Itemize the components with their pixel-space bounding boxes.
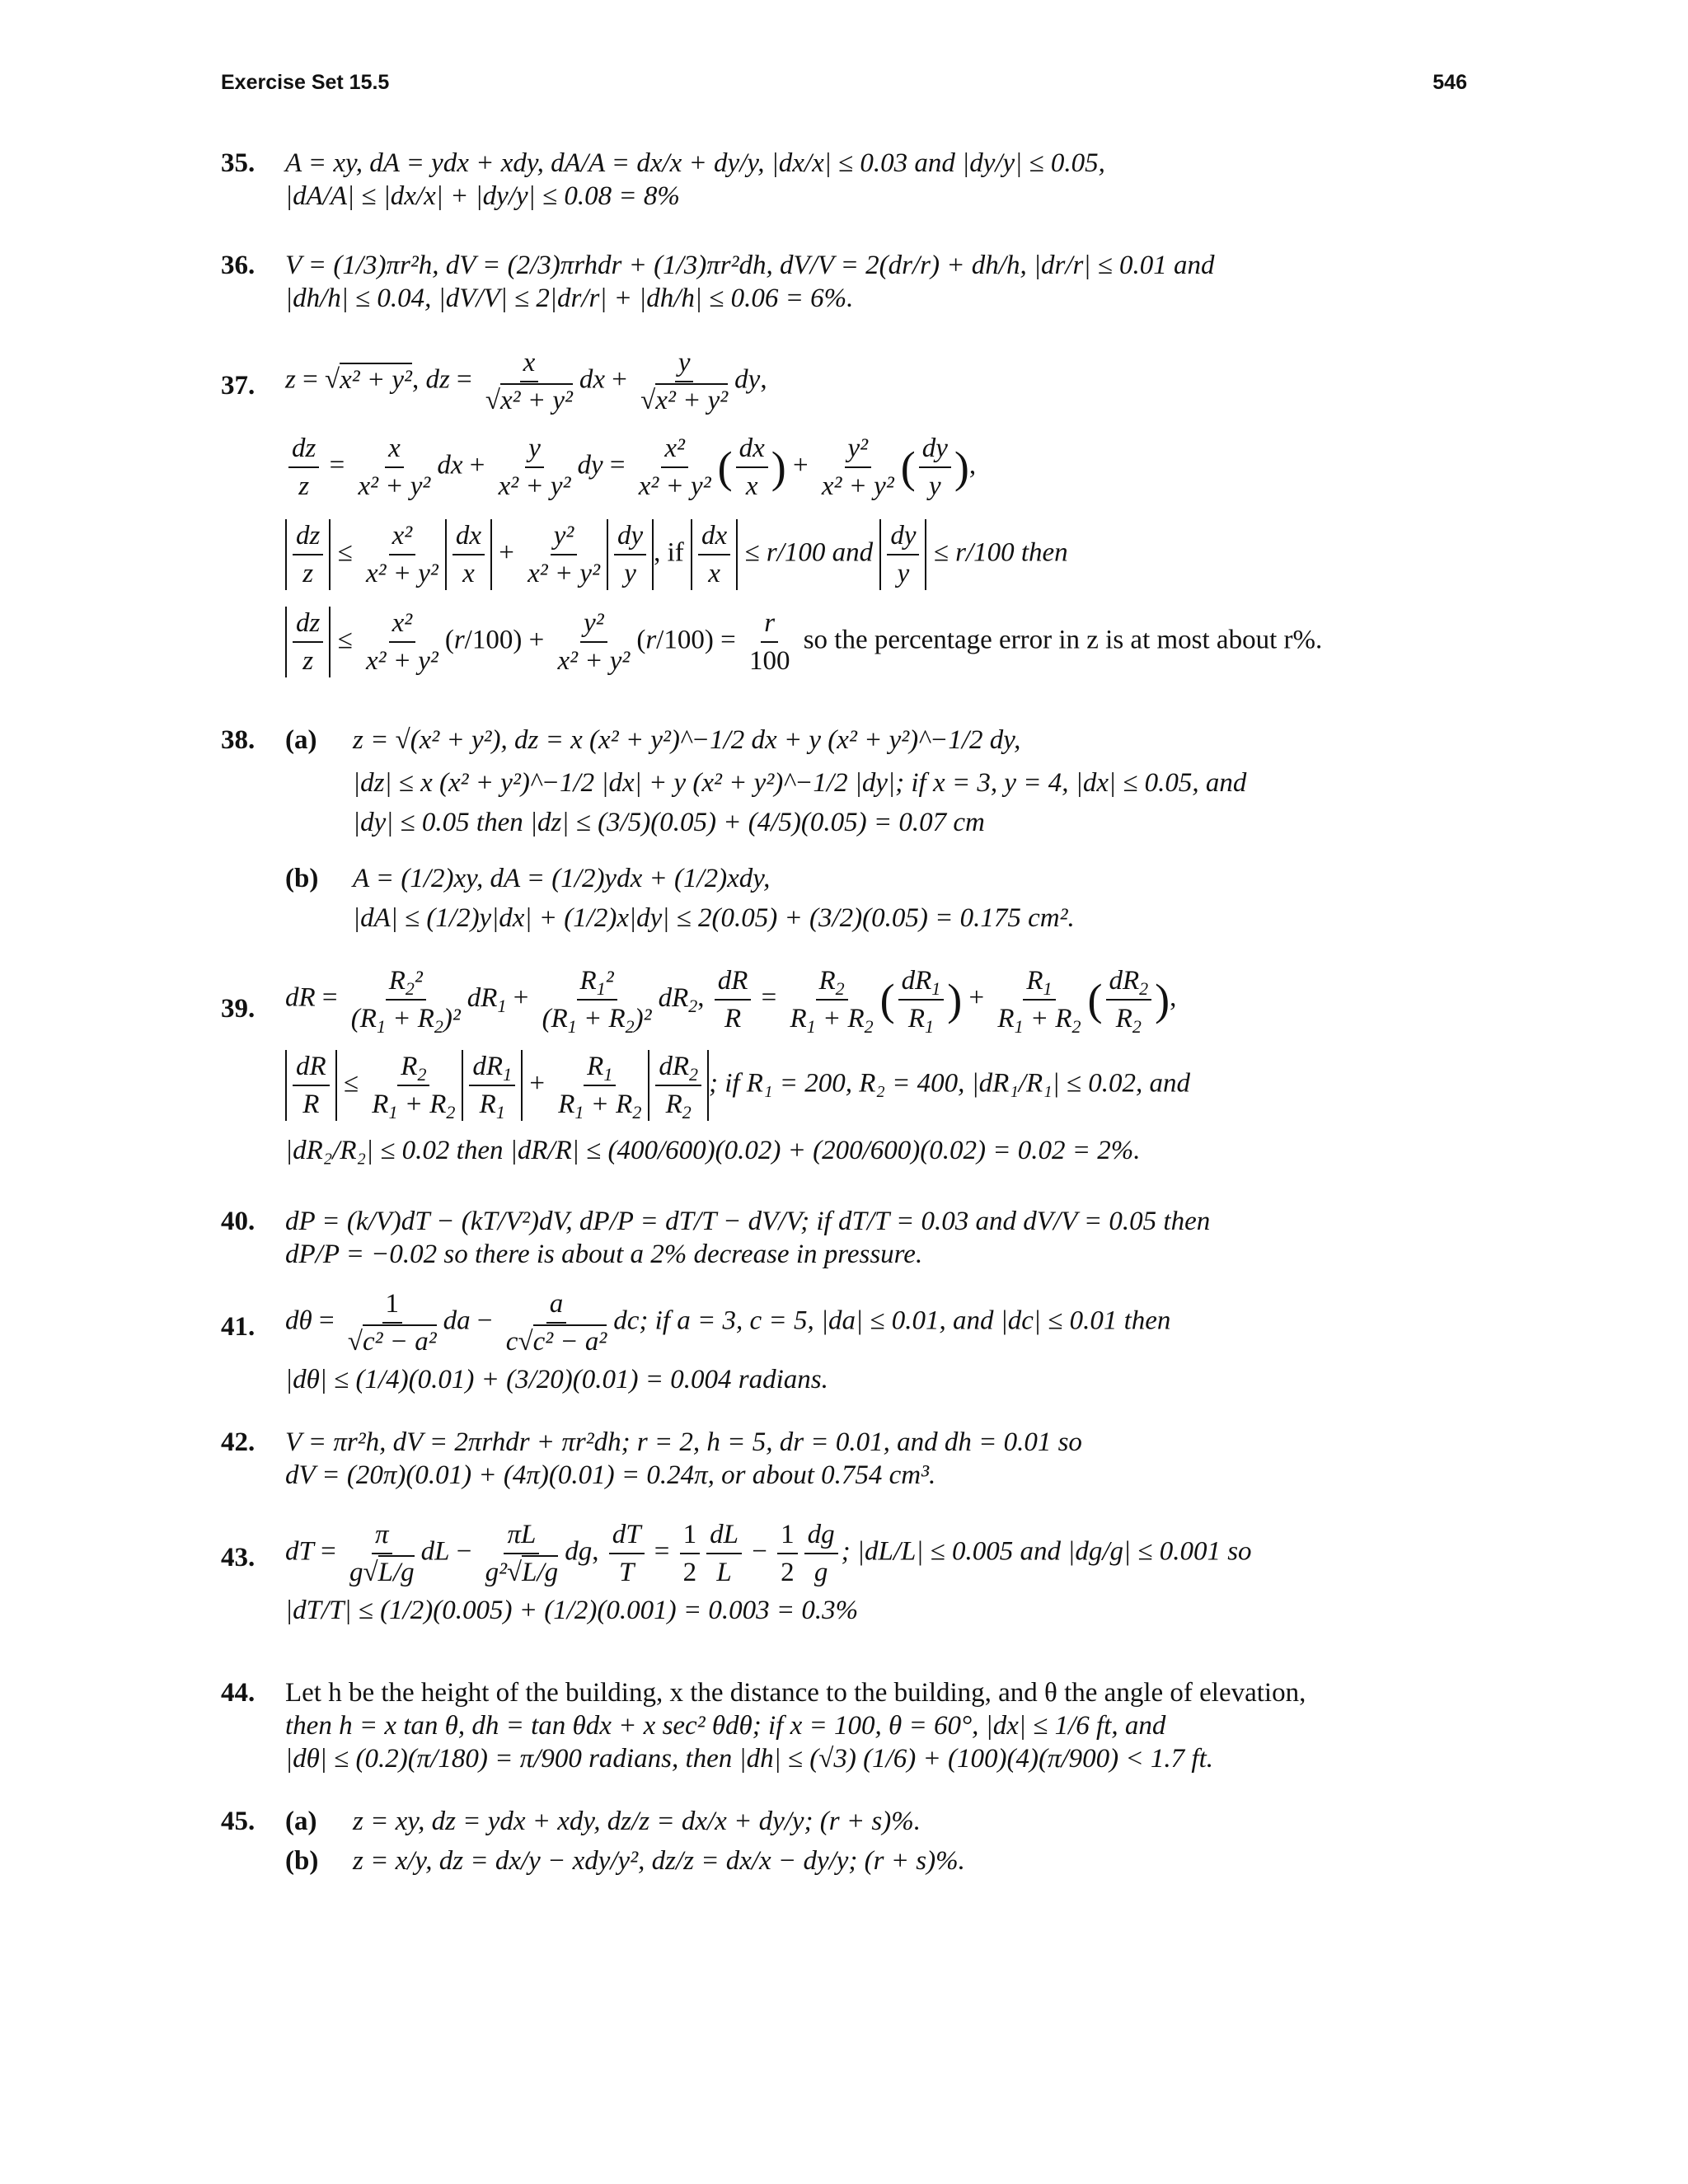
condition-text: ≤ r/100 and: [744, 537, 874, 568]
equation-row: $\frac{dz}{z}$ = $\frac{x}{\text{x² + y²}}$ dx + $\frac{y}{\text{x² + y²}}$ dy = $\frac{\text{x²}}{\text{x² + y²}}$ ( $\frac{dx}{x}$ ) + $\frac{\text{y²}}{\text{x² + y²}}$ ( $\frac{dy}{y}$ ),: [285, 432, 1480, 503]
exercise-number: 43.: [221, 1543, 256, 1572]
exercise-line: z = xy, dz = ydx + xdy, dz/z = dx/x + dy/y; (r + s)%.: [353, 1807, 921, 1836]
exercise-line: V = πr²h, dV = 2πrhdr + πr²dh; r = 2, h = 5, dr = 0.01, and dh = 0.01 so: [285, 1427, 1082, 1457]
exercise-line: |dθ| ≤ (1/4)(0.01) + (3/20)(0.01) = 0.004 radians.: [285, 1365, 828, 1394]
condition-text: dc; if a = 3, c = 5, |da| ≤ 0.01, and |dc| ≤ 0.01 then: [613, 1305, 1171, 1336]
equation-row: $\frac{dz}{z}$ ≤ $\frac{\text{x²}}{\text{x² + y²}}$ (r/100) + $\frac{\text{y²}}{\text{x² + y²}}$ (r/100) = $\frac{r}{100}$ so the percentage error in z is at most about r%.: [285, 607, 1480, 677]
condition-text: ; |dL/L| ≤ 0.005 and |dg/g| ≤ 0.001 so: [841, 1536, 1252, 1567]
part-label: (b): [285, 1846, 319, 1876]
equation-row: dT = $\frac{\pi}{g√L/g}$ dL − $\frac{\pi L}{\text{g²√L/g}}$ dg, $\frac{dT}{T}$ = $\frac{1}{2}$ $\frac{dL}{L}$ − $\frac{1}{2}$ $\frac{dg}{g}$ ; |dL/L| ≤ 0.005 and |dg/g| ≤ 0.001 so: [285, 1520, 1252, 1587]
equation-row: dθ = $\frac{1}{\text{√c² − a²}}$ da − $\frac{a}{\text{c√c² − a²}}$ dc; if a = 3, c = 5, |da| ≤ 0.01, and |dc| ≤ 0.01 then: [285, 1289, 1171, 1357]
exercise-35: [221, 147, 1465, 213]
exercise-44: [221, 1676, 1465, 1775]
exercise-45: [221, 1805, 1465, 1887]
part-label: (a): [285, 725, 317, 755]
exercise-line: dP/P = −0.02 so there is about a 2% decrease in pressure.: [285, 1240, 923, 1269]
exercise-39: [221, 964, 1465, 1179]
exercise-number: 37.: [221, 371, 256, 401]
exercise-line: z = x/y, dz = dx/y − xdy/y², dz/z = dx/x − dy/y; (r + s)%.: [353, 1846, 965, 1876]
exercise-line: |dy| ≤ 0.05 then |dz| ≤ (3/5)(0.05) + (4/5)(0.05) = 0.07 cm: [353, 808, 985, 837]
exercise-line: |dA| ≤ (1/2)y|dx| + (1/2)x|dy| ≤ 2(0.05) + (3/2)(0.05) = 0.175 cm².: [353, 903, 1075, 933]
conclusion-text: so the percentage error in z is at most about r%.: [803, 625, 1323, 655]
exercise-line: |dh/h| ≤ 0.04, |dV/V| ≤ 2|dr/r| + |dh/h| ≤ 0.06 = 6%.: [285, 284, 854, 313]
exercise-number: 40.: [221, 1207, 256, 1236]
section-title: Exercise Set 15.5: [221, 71, 390, 94]
exercise-42: [221, 1426, 1465, 1492]
equation-row: $\frac{dz}{z}$ ≤ $\frac{\text{x²}}{\text{x² + y²}}$ $\frac{dx}{x}$ + $\frac{\text{y²}}{\text{x² + y²}}$ $\frac{dy}{y}$ , if $\frac{dx}{x}$ ≤ r/100 and $\frac{dy}{y}$ ≤ r/100 then: [285, 519, 1480, 590]
exercise-number: 44.: [221, 1678, 256, 1708]
exercise-number: 45.: [221, 1807, 256, 1836]
exercise-number: 42.: [221, 1427, 256, 1457]
exercise-line: A = xy, dA = ydx + xdy, dA/A = dx/x + dy/y, |dx/x| ≤ 0.03 and |dy/y| ≤ 0.05,: [285, 148, 1105, 178]
exercise-38: [221, 724, 1465, 946]
exercise-line: Let h be the height of the building, x the distance to the building, and θ the angle of elevation,: [285, 1678, 1306, 1708]
exercise-line: |dθ| ≤ (0.2)(π/180) = π/900 radians, then |dh| ≤ (√3) (1/6) + (100)(4)(π/900) < 1.7 ft.: [285, 1744, 1214, 1774]
exercise-line: |dz| ≤ x (x² + y²)^−1/2 |dx| + y (x² + y²)^−1/2 |dy|; if x = 3, y = 4, |dx| ≤ 0.05, and: [353, 768, 1247, 798]
condition-text: ≤ r/100 then: [933, 537, 1068, 568]
exercise-line: z = √(x² + y²), dz = x (x² + y²)^−1/2 dx + y (x² + y²)^−1/2 dy,: [353, 725, 1021, 755]
if-text: , if: [654, 537, 684, 568]
equation-row: z = √x² + y², dz = $\frac{x}{\text{√x² + y²}}$ dx + $\frac{y}{\text{√x² + y²}}$ dy,: [285, 348, 767, 415]
exercise-line: |dA/A| ≤ |dx/x| + |dy/y| ≤ 0.08 = 8%: [285, 181, 680, 211]
exercise-number: 36.: [221, 251, 256, 280]
exercise-number: 38.: [221, 725, 256, 755]
part-label: (b): [285, 864, 319, 893]
equation-row: $\frac{dR}{R}$ ≤ $\frac{R_2}{R_1 + R_2}$ $\frac{dR_1}{R_1}$ + $\frac{R_1}{R_1 + R_2}$ $\frac{dR_2}{R_2}$ ; if R₁ = 200, R₂ = 400, |dR₁/R₁| ≤ 0.02, and: [285, 1050, 1480, 1121]
exercise-number: 39.: [221, 994, 256, 1024]
exercise-41: [221, 1287, 1465, 1403]
exercise-line: A = (1/2)xy, dA = (1/2)ydx + (1/2)xdy,: [353, 864, 771, 893]
exercise-line: dP = (k/V)dT − (kT/V²)dV, dP/P = dT/T − dV/V; if dT/T = 0.03 and dV/V = 0.05 then: [285, 1207, 1211, 1236]
exercise-43: [221, 1518, 1465, 1633]
exercise-40: [221, 1205, 1465, 1271]
equation-row: dR = $\frac{R_2^2}{(R_1 + R_2)^2}$ $dR_1$ + $\frac{R_1^2}{(R_1 + R_2)^2}$ $dR_2$, $\frac{dR}{R}$ = $\frac{R_2}{R_1 + R_2}$ ( $\frac{dR_1}{R_1}$ ) + $\frac{R_1}{R_1 + R_2}$ ( $\frac{dR_2}{R_2}$ ),: [285, 966, 1177, 1037]
exercise-number: 35.: [221, 148, 256, 178]
exercise-line: |dT/T| ≤ (1/2)(0.005) + (1/2)(0.001) = 0.003 = 0.3%: [285, 1596, 859, 1625]
exercise-37: [221, 346, 1465, 692]
part-label: (a): [285, 1807, 317, 1836]
exercise-36: [221, 249, 1465, 315]
exercise-line: V = (1/3)πr²h, dV = (2/3)πrhdr + (1/3)πr²dh, dV/V = 2(dr/r) + dh/h, |dr/r| ≤ 0.01 and: [285, 251, 1215, 280]
exercise-line: dV = (20π)(0.01) + (4π)(0.01) = 0.24π, or about 0.754 cm³.: [285, 1460, 936, 1490]
exercise-line: |dR₂/R₂| ≤ 0.02 then |dR/R| ≤ (400/600)(0.02) + (200/600)(0.02) = 0.02 = 2%.: [285, 1136, 1141, 1165]
condition-text: ; if R₁ = 200, R₂ = 400, |dR₁/R₁| ≤ 0.02, and: [708, 1068, 1191, 1099]
exercise-number: 41.: [221, 1312, 256, 1342]
page-number: 546: [1432, 71, 1467, 94]
exercise-line: then h = x tan θ, dh = tan θdx + x sec² θdθ; if x = 100, θ = 60°, |dx| ≤ 1/6 ft, and: [285, 1711, 1166, 1741]
